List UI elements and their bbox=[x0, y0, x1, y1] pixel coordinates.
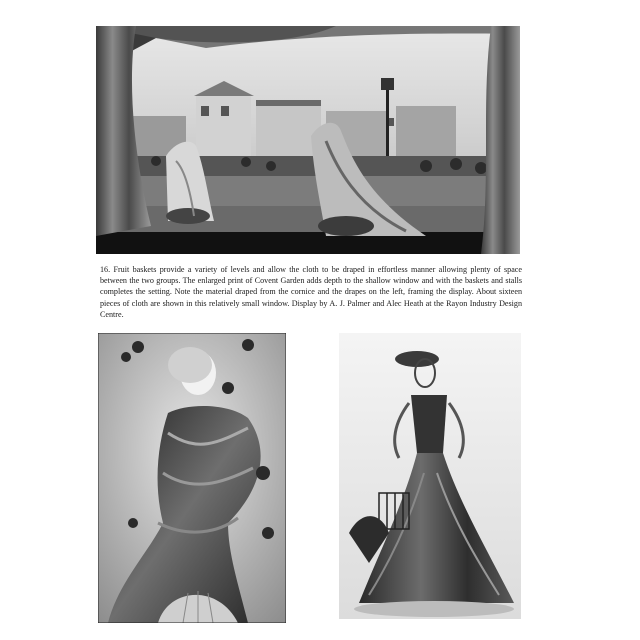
mannequin-in-draped-gown-with-roses-photo bbox=[98, 333, 286, 623]
covent-garden-window-display-photo bbox=[96, 26, 520, 254]
figure-caption: 16. Fruit baskets provide a variety of levels and allow the cloth to be draped in effortless manner allowing plenty of space between the two groups. The enlarged print of Covent Garden adds depth to the shallow window and with the baskets and stalls completes the setting. Note the material draped from the cornice and the drapes on the left, framing the display. About sixteen pieces of cloth are shown in this relatively small window. Display by A. J. Palmer and Alec Heath at the Rayon Industry Design Centre. bbox=[100, 265, 522, 319]
wire-mannequin-in-satin-dress-photo bbox=[339, 333, 521, 619]
